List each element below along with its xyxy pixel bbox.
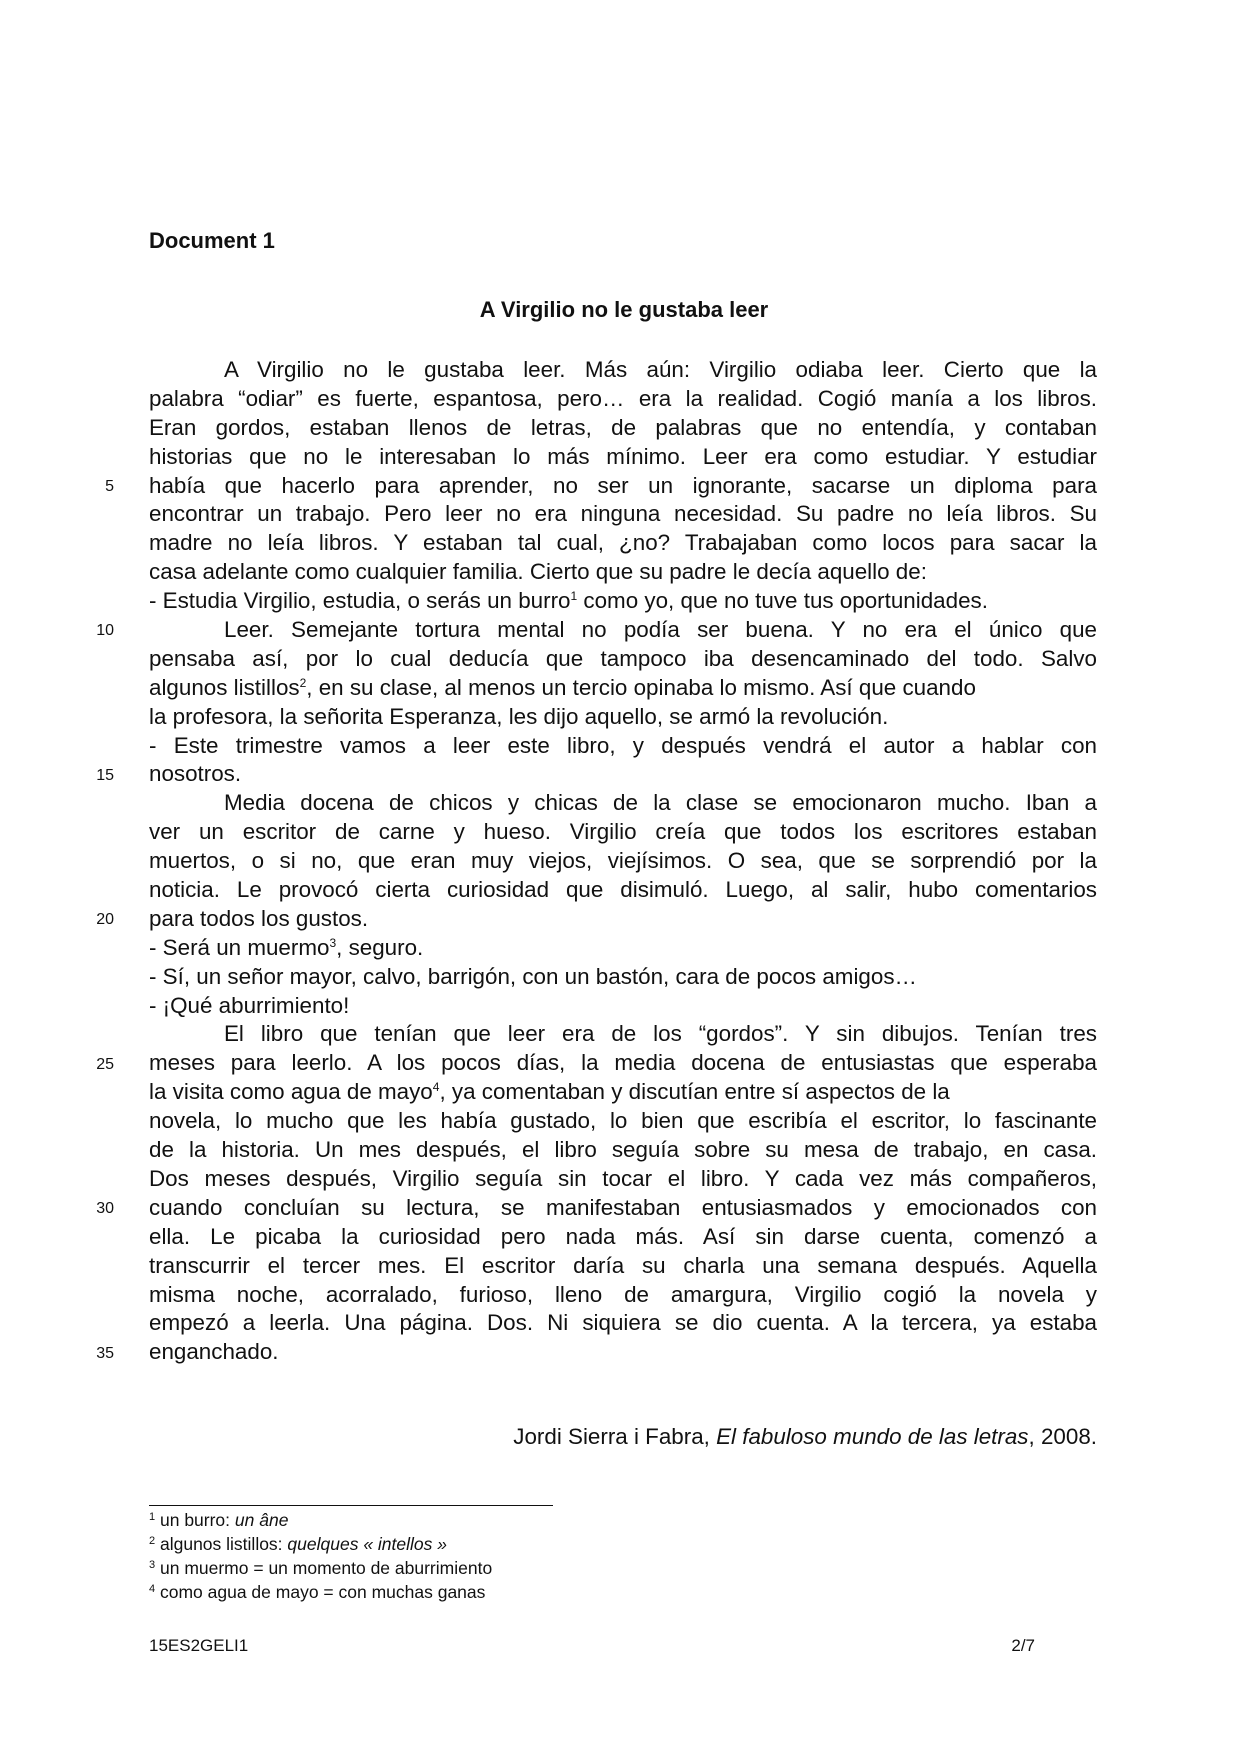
footnote bbox=[149, 1508, 492, 1532]
footnote-text: como agua de mayo = con muchas ganas bbox=[155, 1582, 486, 1602]
text-line: Leer. Semejante tortura mental no podía ser buena. Y no era el único que bbox=[224, 617, 1097, 643]
line-number: 25 bbox=[96, 1056, 114, 1073]
text-line: meses para leerlo. A los pocos días, la media docena de entusiastas que esperaba bbox=[149, 1050, 1097, 1076]
footnote-number: 1 bbox=[149, 1511, 156, 1523]
text-title: A Virgilio no le gustaba leer bbox=[479, 297, 769, 322]
footnote-mark: 2 bbox=[299, 675, 307, 690]
document-heading: Document 1 bbox=[149, 228, 275, 253]
text-line: la profesora, la señorita Esperanza, les dijo aquello, se armó la revolución. bbox=[149, 703, 889, 729]
text-line: El libro que tenían que leer era de los “gordos”. Y sin dibujos. Tenían tres bbox=[224, 1021, 1097, 1047]
footnote-text: un burro: bbox=[155, 1510, 235, 1530]
line-number: 35 bbox=[96, 1345, 114, 1362]
text-fragment: , en su clase, al menos un tercio opinaba lo mismo. Así que cuando bbox=[306, 674, 976, 700]
text-line: historias que no le interesaban lo más mínimo. Leer era como estudiar. Y estudiar bbox=[149, 443, 1097, 469]
text-fragment: algunos listillos bbox=[149, 674, 300, 700]
text-line: transcurrir el tercer mes. El escritor daría su charla una semana después. Aquella bbox=[149, 1252, 1097, 1278]
text-fragment: la visita como agua de mayo bbox=[149, 1079, 433, 1105]
footnote-number: 4 bbox=[149, 1583, 156, 1595]
text-line: Eran gordos, estaban llenos de letras, de palabras que no entendía, y contaban bbox=[149, 414, 1097, 440]
footer-code: 15ES2GELI1 bbox=[149, 1636, 249, 1655]
footnote-translation: un âne bbox=[234, 1510, 289, 1530]
footnote-number: 2 bbox=[149, 1535, 156, 1547]
footnote-text: un muermo = un momento de aburrimiento bbox=[155, 1558, 493, 1578]
footnote-mark: 4 bbox=[432, 1080, 440, 1095]
text-line bbox=[149, 587, 1097, 616]
text-line: misma noche, acorralado, furioso, lleno de amargura, Virgilio cogió la novela y bbox=[149, 1281, 1097, 1307]
text-line: ver un escritor de carne y hueso. Virgilio creía que todos los escritores estaban bbox=[149, 819, 1097, 845]
footnote bbox=[149, 1556, 492, 1580]
line-number: 15 bbox=[96, 767, 114, 784]
text-fragment: , seguro. bbox=[336, 934, 424, 960]
text-line: - Este trimestre vamos a leer este libro, y después vendrá el autor a hablar con bbox=[149, 732, 1097, 758]
text-line: novela, lo mucho que les había gustado, lo bien que escribía el escritor, lo fascinante bbox=[149, 1108, 1097, 1134]
footnote-text: algunos listillos: bbox=[155, 1534, 288, 1554]
footnote-mark: 3 bbox=[329, 935, 337, 950]
source-author: Jordi Sierra i Fabra, bbox=[513, 1424, 717, 1449]
line-number: 5 bbox=[105, 478, 114, 495]
footnote-mark: 1 bbox=[570, 589, 578, 604]
text-line: pensaba así, por lo cual deducía que tampoco iba desencaminado del todo. Salvo bbox=[149, 645, 1097, 671]
text-line: - Sí, un señor mayor, calvo, barrigón, con un bastón, cara de pocos amigos… bbox=[149, 963, 917, 989]
source-book: El fabuloso mundo de las letras bbox=[716, 1424, 1029, 1449]
line-number: 30 bbox=[96, 1200, 114, 1217]
page-number: 2/7 bbox=[1011, 1636, 1035, 1655]
text-line: noticia. Le provocó cierta curiosidad que disimuló. Luego, al salir, hubo comentarios bbox=[149, 877, 1097, 903]
line-number: 20 bbox=[96, 911, 114, 928]
text-fragment: como yo, que no tuve tus oportunidades. bbox=[577, 588, 988, 614]
text-line: Dos meses después, Virgilio seguía sin tocar el libro. Y cada vez más compañeros, bbox=[149, 1165, 1097, 1191]
text-line: cuando concluían su lectura, se manifestaban entusiasmados y emocionados con bbox=[149, 1194, 1097, 1220]
text-line: Media docena de chicos y chicas de la clase se emocionaron mucho. Iban a bbox=[224, 790, 1097, 816]
text-line: nosotros. bbox=[149, 761, 242, 787]
text-line bbox=[149, 1078, 1097, 1107]
text-line: muertos, o si no, que eran muy viejos, viejísimos. O sea, que se sorprendió por la bbox=[149, 848, 1097, 874]
footnote bbox=[149, 1580, 492, 1604]
text-line: encontrar un trabajo. Pero leer no era ninguna necesidad. Su padre no leía libros. Su bbox=[149, 501, 1097, 527]
main-text bbox=[149, 356, 1097, 1367]
text-line: había que hacerlo para aprender, no ser un ignorante, sacarse un diploma para bbox=[149, 472, 1097, 498]
text-line: - ¡Qué aburrimiento! bbox=[149, 992, 350, 1018]
footnote bbox=[149, 1532, 492, 1556]
source-citation bbox=[513, 1424, 1097, 1450]
text-line: A Virgilio no le gustaba leer. Más aún: Virgilio odiaba leer. Cierto que la bbox=[224, 357, 1097, 382]
text-line bbox=[149, 674, 1097, 703]
text-line: palabra “odiar” es fuerte, espantosa, pero… era la realidad. Cogió manía a los libros. bbox=[149, 385, 1097, 411]
footnote-divider bbox=[149, 1505, 553, 1506]
text-fragment: , ya comentaban y discutían entre sí aspectos de la bbox=[439, 1079, 950, 1105]
text-fragment: - Será un muermo bbox=[149, 934, 330, 960]
text-line: empezó a leerla. Una página. Dos. Ni siquiera se dio cuenta. A la tercera, ya estaba bbox=[149, 1310, 1097, 1336]
line-number: 10 bbox=[96, 622, 114, 639]
text-line: enganchado. bbox=[149, 1339, 279, 1365]
footnote-number: 3 bbox=[149, 1559, 156, 1571]
text-line: para todos los gustos. bbox=[149, 905, 369, 931]
text-line: ella. Le picaba la curiosidad pero nada más. Así sin darse cuenta, comenzó a bbox=[149, 1223, 1097, 1249]
text-line bbox=[149, 934, 1097, 963]
text-line: de la historia. Un mes después, el libro seguía sobre su mesa de trabajo, en casa. bbox=[149, 1137, 1097, 1163]
text-line: casa adelante como cualquier familia. Cierto que su padre le decía aquello de: bbox=[149, 559, 927, 585]
text-line: madre no leía libros. Y estaban tal cual, ¿no? Trabajaban como locos para sacar la bbox=[149, 530, 1097, 556]
source-year: , 2008. bbox=[1028, 1424, 1097, 1449]
footnote-translation: quelques « intellos » bbox=[287, 1534, 447, 1554]
text-fragment: - Estudia Virgilio, estudia, o serás un burro bbox=[149, 588, 571, 614]
footnotes bbox=[149, 1508, 492, 1604]
